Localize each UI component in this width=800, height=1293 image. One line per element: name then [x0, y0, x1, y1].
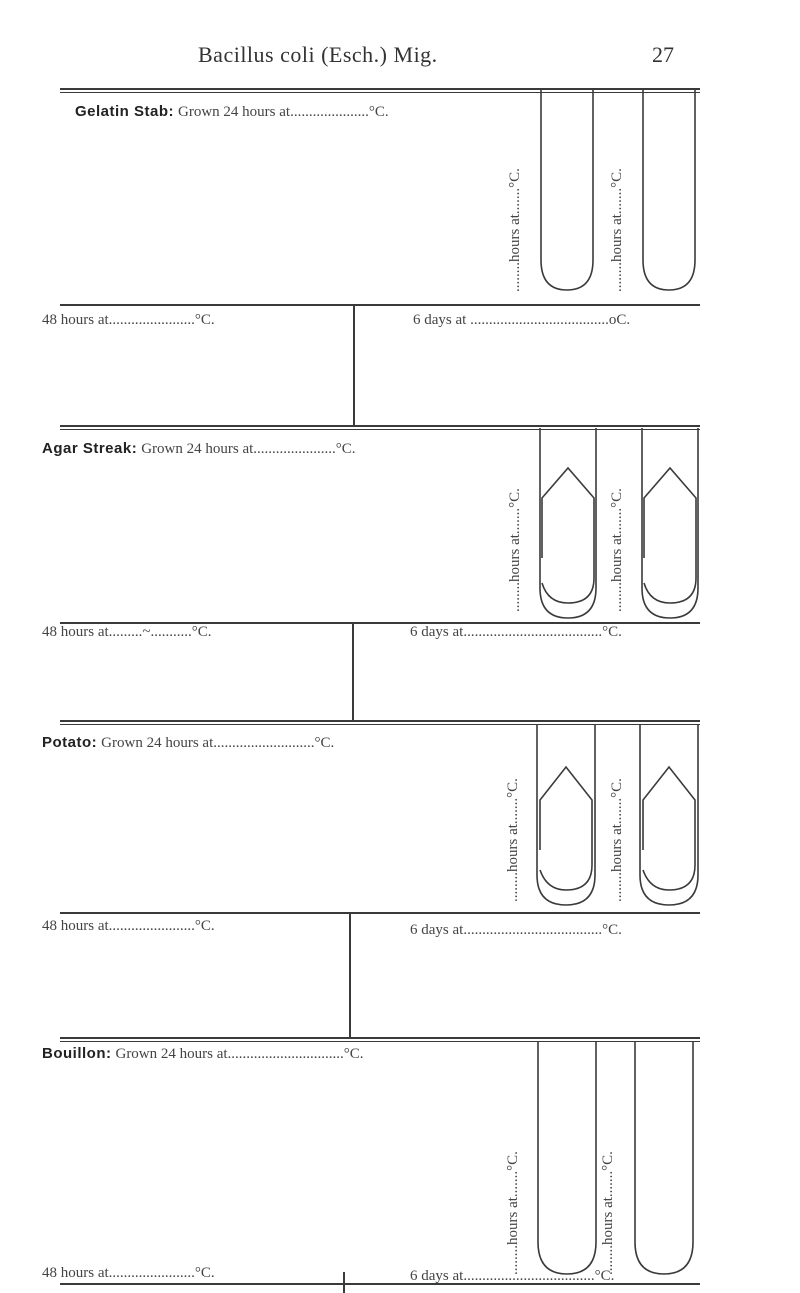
tube-label: ........hours at.......°C. [609, 168, 625, 292]
section-top-rule [60, 720, 700, 722]
section-top-rule [60, 1041, 700, 1042]
tube-label: ........hours at.......°C. [507, 488, 523, 612]
section-label: Potato: [42, 734, 98, 751]
section-label: Gelatin Stab: [75, 103, 175, 120]
section-potato-heading [42, 734, 334, 752]
tube-label: ........hours at.......°C. [505, 1151, 521, 1275]
6-days-field: 6 days at.....................................°C. [410, 922, 622, 938]
grown-24h-field: Grown 24 hours at.....................°C. [178, 104, 389, 120]
stab-tube-drawing [641, 90, 697, 300]
bouillon-tube-drawing [633, 1042, 695, 1282]
48-hours-field: 48 hours at.......................°C. [42, 918, 215, 934]
section-top-rule [60, 425, 700, 427]
48-hours-field: 48 hours at.......................°C. [42, 312, 215, 328]
grown-24h-field: Grown 24 hours at...........................°C. [101, 735, 335, 751]
tube-label: ........hours at.......°C. [609, 488, 625, 612]
grown-24h-field: Grown 24 hours at...............................°C. [115, 1046, 364, 1062]
48-hours-field: 48 hours at.........~...........°C. [42, 624, 212, 640]
slant-tube-drawing [538, 428, 598, 628]
slant-tube-drawing [640, 428, 700, 628]
section-top-rule [60, 1037, 700, 1039]
potato-tube-drawing [535, 725, 597, 920]
stab-tube-drawing [539, 90, 595, 300]
6-days-field: 6 days at...................................°C. [410, 1268, 615, 1284]
6-days-field: 6 days at .....................................oC. [413, 312, 631, 328]
48-hours-field: 48 hours at.......................°C. [42, 1265, 215, 1281]
potato-tube-drawing [638, 725, 700, 920]
6-days-field: 6 days at.....................................°C. [410, 624, 622, 640]
section-top-rule [60, 429, 700, 430]
section-mid-rule [60, 912, 700, 914]
section-agar-heading [42, 440, 356, 458]
column-divider [343, 1272, 345, 1293]
bouillon-tube-drawing [536, 1042, 598, 1282]
section-bouillon-heading [42, 1045, 364, 1063]
tube-label: ........hours at.......°C. [609, 778, 625, 902]
section-mid-rule [60, 304, 700, 306]
page-number: 27 [652, 42, 674, 67]
section-label: Agar Streak: [42, 440, 138, 457]
section-label: Bouillon: [42, 1045, 112, 1062]
column-divider [352, 623, 354, 720]
column-divider [353, 305, 355, 425]
running-header: Bacillus coli (Esch.) Mig. [198, 42, 438, 67]
tube-label: ........hours at.......°C. [507, 168, 523, 292]
section-gelatin-heading [75, 103, 389, 121]
section-top-rule [60, 88, 700, 90]
grown-24h-field: Grown 24 hours at......................°C. [141, 441, 356, 457]
section-top-rule [60, 724, 700, 725]
tube-label: ........hours at.......°C. [505, 778, 521, 902]
tube-label: ........hours at.......°C. [600, 1151, 616, 1275]
section-top-rule [60, 92, 700, 93]
column-divider [349, 913, 351, 1037]
